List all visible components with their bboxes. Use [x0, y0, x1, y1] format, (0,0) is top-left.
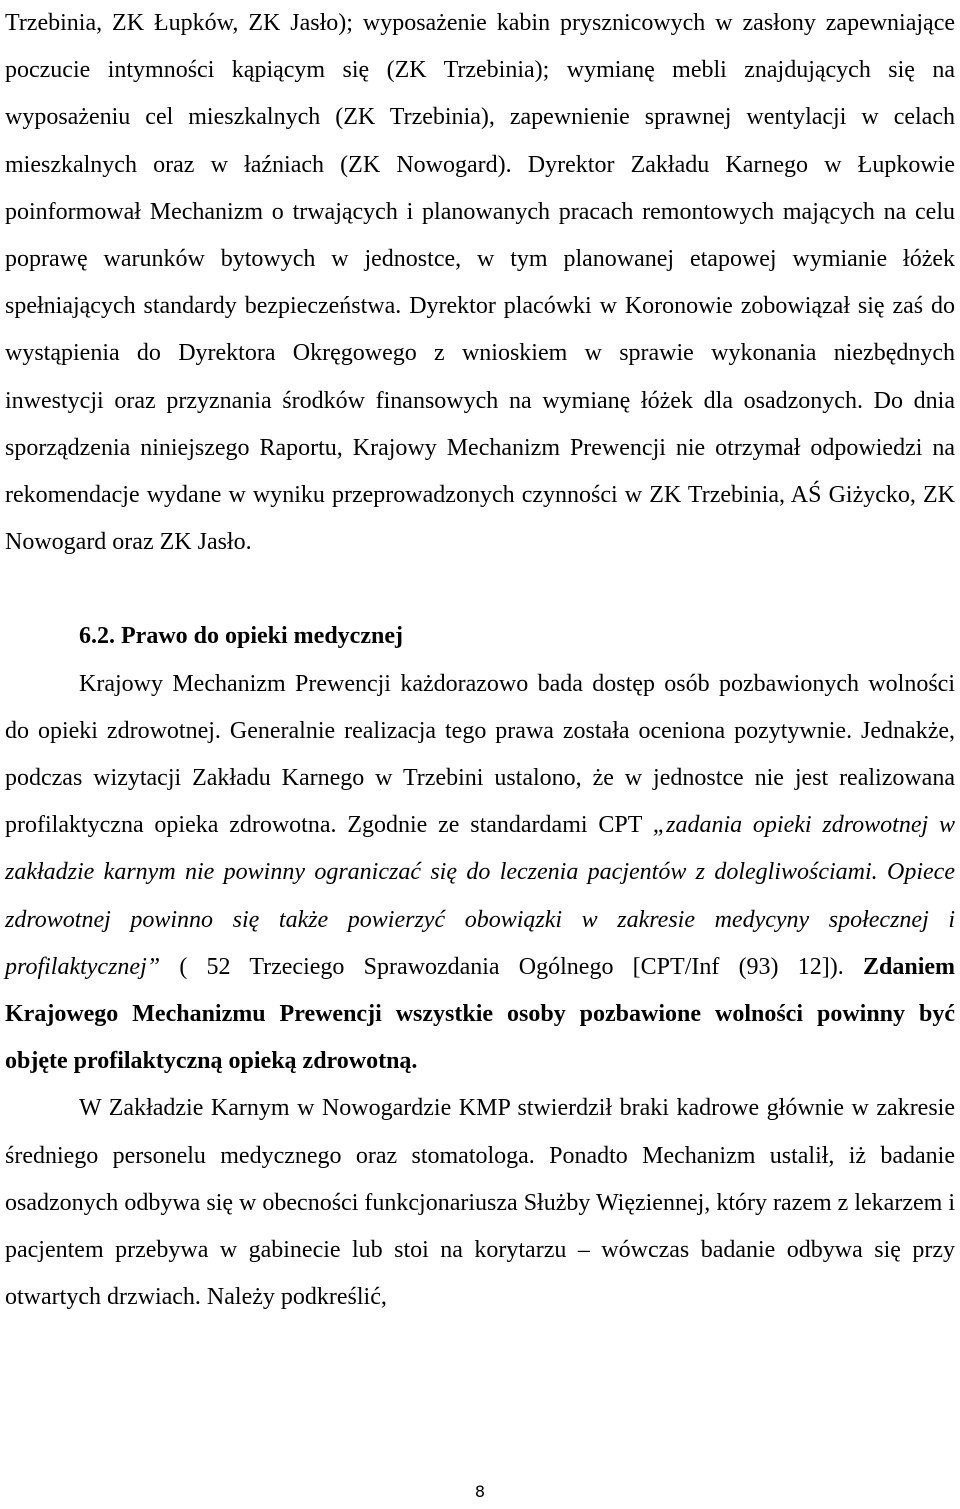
- section-title: Prawo do opieki medycznej: [121, 623, 403, 650]
- section-heading: [5, 613, 955, 660]
- document-page: [5, 0, 955, 1321]
- kmp-opinion: Zdaniem Krajowego Mechanizmu Prewencji wszystkie osoby pozbawione wolności powinny być objęte profilaktyczną opieką zdrowotną.: [5, 953, 955, 1075]
- text-run: Jednakże, podczas wizytacji Zakładu Karnego w Trzebini ustalono, że w jednostce nie jest realizowana profilaktyczna opieka zdrowotna. Zgodnie ze standardami CPT: [5, 717, 955, 839]
- text-run: Do dnia sporządzenia niniejszego Raportu, Krajowy Mechanizm Prewencji nie otrzymał odpowiedzi na rekomendacje wydane w wyniku przeprowadzonych czynności w ZK Trzebinia, AŚ Giżycko, ZK Nowogard oraz ZK Jasło.: [5, 387, 956, 556]
- page-number: 8: [474, 1482, 486, 1501]
- text-run: ( 52 Trzeciego Sprawozdania Ogólnego [CPT/Inf (93) 12]).: [160, 953, 863, 980]
- paragraph-nowogard: [5, 1085, 955, 1321]
- paragraph-medical-care: [5, 661, 955, 1086]
- spacer: [5, 566, 955, 613]
- section-number: 6.2.: [79, 623, 115, 650]
- text-run: Dyrektor Zakładu Karnego w Łupkowie poinformował Mechanizm o trwających i planowanych pracach remontowych mających na celu poprawę warunków bytowych w jednostce, w tym planowanej etapowej wymianie łóżek spełniających standardy bezpieczeństwa.: [5, 151, 955, 320]
- text-run: Trzebinia, ZK Łupków, ZK Jasło); wyposażenie kabin prysznicowych w zasłony zapewniające poczucie intymności kąpiącym się (ZK Trzebinia); wymianę mebli znajdujących się na wyposażeniu cel mieszkalnych (ZK Trzebinia), zapewnienie sprawnej wentylacji w celach mieszkalnych oraz w łaźniach (ZK Nowogard).: [5, 10, 955, 178]
- text-run: W Zakładzie Karnym w Nowogardzie KMP stwierdził braki kadrowe głównie w zakresie średniego personelu medycznego oraz stomatologa. Ponadto Mechanizm ustalił, iż badanie osadzonych odbywa się w obecności funkcjonariusza Służby Więziennej, który razem z lekarzem i pacjentem przebywa w gabinecie lub stoi na korytarzu – wówczas badanie odbywa się przy otwartych drzwiach. Należy podkreślić,: [5, 1095, 955, 1311]
- text-run: Krajowy Mechanizm Prewencji każdorazowo bada dostęp osób pozbawionych wolności do opieki zdrowotnej. Generalnie realizacja tego prawa została oceniona pozytywnie.: [5, 670, 955, 744]
- text-run: Dyrektor placówki w Koronowie zobowiązał się zaś do wystąpienia do Dyrektora Okręgowego z wnioskiem w sprawie wykonania niezbędnych inwestycji oraz przyznania środków finansowych na wymianę łóżek dla osadzonych.: [5, 293, 956, 414]
- paragraph-living-conditions: [5, 0, 955, 566]
- cpt-quote: „zadania opieki zdrowotnej w zakładzie karnym nie powinny ograniczać się do leczenia pacjentów z dolegliwościami. Opiece zdrowotnej powinno się także powierzyć obowiązki w zakresie medycyny społecznej i profilaktycznej”: [5, 812, 955, 980]
